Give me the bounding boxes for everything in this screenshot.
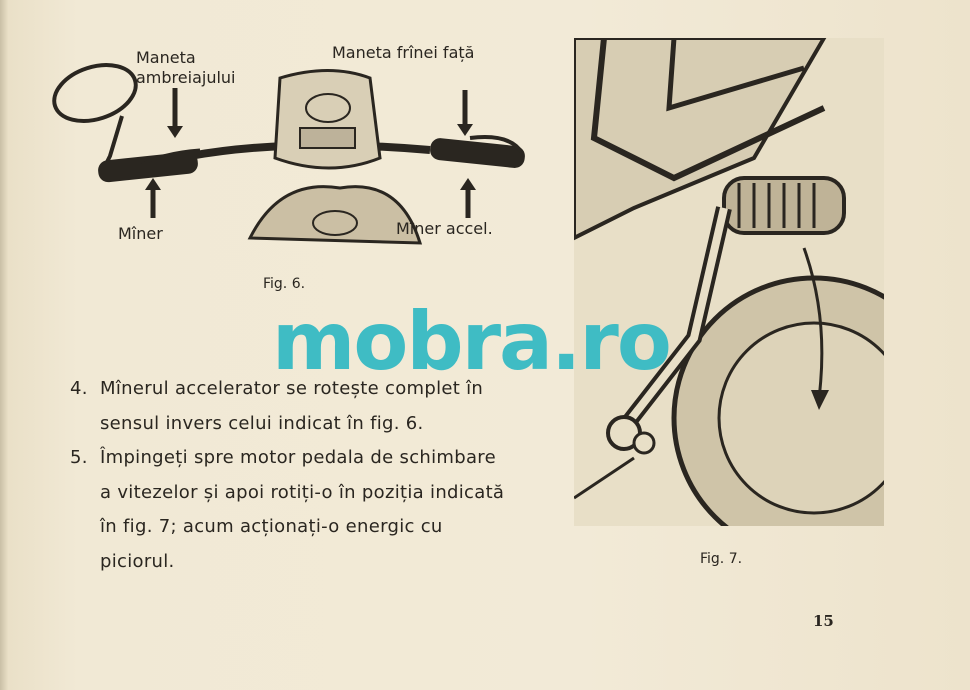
page-edge [0, 0, 8, 690]
page-number: 15 [813, 612, 834, 630]
step-item [70, 372, 510, 441]
watermark-main: mobra [272, 295, 552, 388]
figure-7-caption: Fig. 7. [700, 551, 743, 567]
label-clutch-lever: Maneta ambreiajului [136, 48, 236, 87]
step-number: 5. [70, 447, 88, 468]
watermark-dot: . [551, 295, 580, 388]
step-text: Mînerul accelerator se rotește complet în sensul invers celui indicat în fig. 6. [100, 378, 484, 434]
instruction-steps [70, 372, 510, 579]
label-grip: Mîner [118, 224, 163, 243]
label-throttle-grip: Mîner accel. [396, 219, 493, 238]
step-item [70, 441, 510, 579]
step-text: Împingeți spre motor pedala de schimbare a vitezelor și apoi rotiți-o în poziția indicată în fig. 7; acum acționați-o energic cu piciorul. [100, 447, 505, 572]
step-number: 4. [70, 378, 88, 399]
label-front-brake-lever: Maneta frînei față [332, 43, 475, 62]
kickstart-pedal-illustration [574, 38, 884, 526]
watermark-tld: ro [579, 295, 670, 388]
figure-6-caption: Fig. 6. [263, 276, 306, 292]
